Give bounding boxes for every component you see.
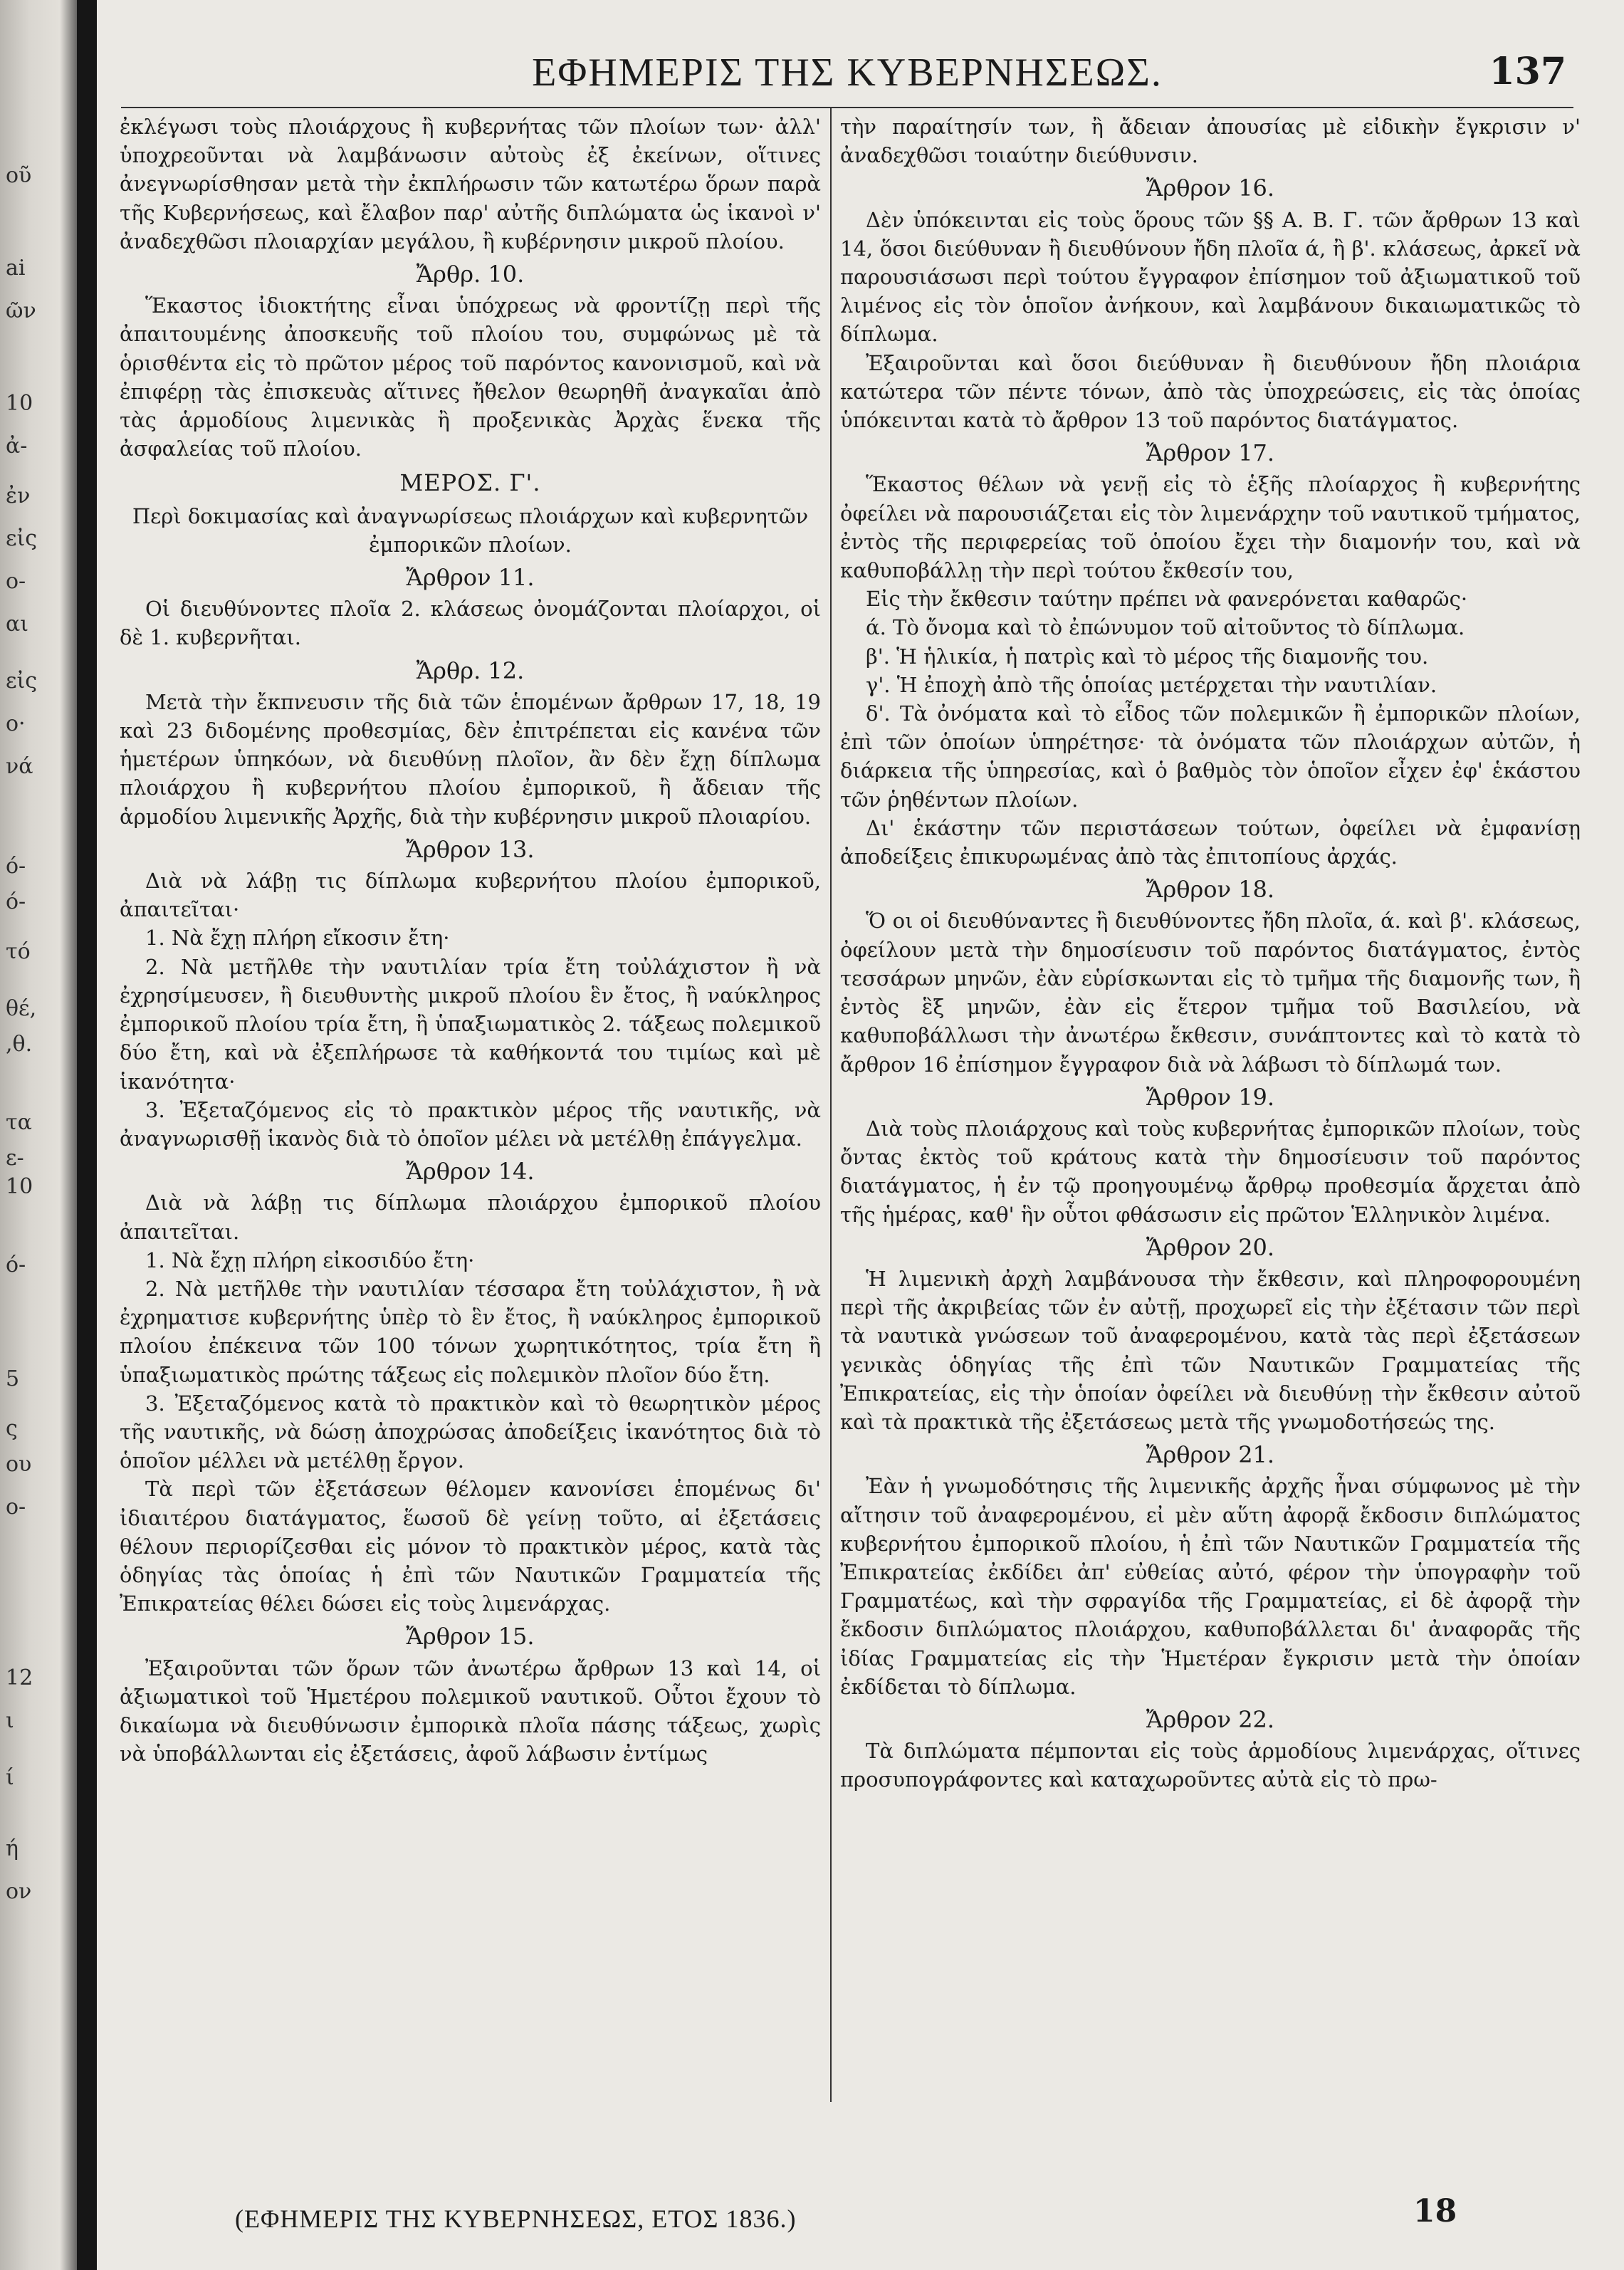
gutter-text-fragments [0,0,71,2270]
paragraph: Μετὰ τὴν ἔκπνευσιν τῆς διὰ τῶν ἑπομένων ἄρθρων 17, 18, 19 καὶ 23 διδομένης προθεσμίας, δὲν ἐπιτρέπεται εἰς κανένα τῶν ἡμετέρων ὑπηκόων, νὰ διευθύνῃ πλοῖον, ἂν δὲν ἔχῃ δίπλωμα πλοιάρχου ἢ κυβερνήτου πλοίου ἐμπορικοῦ, ἢ ἄδειαν τῆς ἁρμοδίου λιμενικῆς Ἀρχῆς, διὰ τὴν κυβέρνησιν μικροῦ πλοιαρίου. [120,689,821,829]
article-heading: Ἄρθρον 13. [406,835,535,863]
article-heading: Ἄρθρον 22. [1146,1705,1275,1733]
paragraph: Ἡ λιμενικὴ ἀρχὴ λαμβάνουσα τὴν ἔκθεσιν, καὶ πληροφορουμένη περὶ τῆς ἀκριβείας τῶν ἐν αὐτῇ, προχωρεῖ εἰς τὴν ἐξέτασιν τῶν περὶ τὰ ναυτικὰ γνώσεων τοῦ ἀναφερομένου, κατὰ τὰς περὶ ἐξετάσεων γενικὰς ὁδηγίας τῆς ἐπὶ τῶν Ναυτικῶν Γραμματείας τῆς Ἐπικρατείας, εἰς τὴν ὁποίαν ὀφείλει νὰ διευθύνῃ τὴν ἔκθεσιν αὐτοῦ καὶ τὰ πρακτικὰ τῆς ἐξετάσεως μετὰ τῆς γνωμοδοτήσεώς της. [840,1266,1581,1434]
gutter-fragment: εἰς [6,526,38,551]
left-column [120,113,821,1768]
gutter-fragment: ό- [6,1252,26,1277]
page-title: ΕΦΗΜΕΡΙΣ ΤΗΣ ΚΥΒΕΡΝΗΣΕΩΣ. [532,51,1163,95]
gutter-fragment: 10 [6,1174,33,1199]
binding-shadow [77,0,97,2270]
gutter-fragment: ο- [6,1495,26,1520]
paragraph: Διὰ νὰ λάβῃ τις δίπλωμα κυβερνήτου πλοίου ἐμπορικοῦ, ἀπαιτεῖται· [120,869,821,922]
list-item: 2. Νὰ μετῆλθε τὴν ναυτιλίαν τέσσαρα ἔτη τοὐλάχιστον, ἢ νὰ ἐχρηματισε κυβερνήτης ὑπὲρ τὸ ἓν ἔτος, ἢ ναύκληρος ἐμπορικοῦ πλοίου ἐπέκεινα τῶν 100 τόνων χωρητικότητος, τρία ἔτη ἢ ὑπαξιωματικὸς πρώτης τάξεως εἰς πολεμικὸν πλοῖον δύο ἔτη. [120,1276,821,1387]
article-heading: Ἄρθρον 17. [1146,439,1275,467]
gutter-fragment: ἀ- [6,434,28,459]
paragraph: τὴν παραίτησίν των, ἢ ἄδειαν ἀπουσίας μὲ εἰδικὴν ἔγκρισιν ν' ἀναδεχθῶσι τοιαύτην διεύθυνσιν. [840,115,1581,168]
right-column [840,113,1581,1794]
column-divider [830,108,832,2102]
list-item: γ'. Ἡ ἐποχὴ ἀπὸ τῆς ὁποίας μετέρχεται τὴν ναυτιλίαν. [866,672,1437,697]
paragraph: Ὅ οι οἱ διευθύναντες ἢ διευθύνοντες ἤδη πλοῖα, ά. καὶ β'. κλάσεως, ὀφείλουν μετὰ τὴν δημοσίευσιν τοῦ παρόντος διατάγματος, ἐντὸς τεσσάρων μηνῶν, ἐὰν εὑρίσκωνται εἰς τὸ τμῆμα τῆς διαμονῆς των, ἢ ἐντὸς ἓξ μηνῶν, ἐὰν εἰς ἕτερον τμῆμα τοῦ Βασιλείου, νὰ καθυποβάλλωσι τὴν ἀνωτέρω ἔκθεσιν, συνάπτοντες καὶ τὸ κατὰ τὸ ἄρθρον 16 ἐπίσημον ἔγγραφον διὰ νὰ λάβωσι τὸ δίπλωμά των. [840,909,1581,1077]
part-title: Περὶ δοκιμασίας καὶ ἀναγνωρίσεως πλοιάρχων καὶ κυβερνητῶν ἐμπορικῶν πλοίων. [132,503,809,557]
paragraph: ἐκλέγωσι τοὺς πλοιάρχους ἢ κυβερνήτας τῶν πλοίων των· ἀλλ' ὑποχρεοῦνται νὰ λαμβάνωσιν αὐτοὺς ἐξ ἐκείνων, οἵτινες ἀνεγνωρίσθησαν μετὰ τὴν ἐκπλήρωσιν τῶν κατωτέρω ὅρων παρὰ τῆς Κυβερνήσεως, καὶ ἔλαβον παρ' αὐτῆς διπλώματα ὡς ἱκανοὶ ν' ἀναδεχθῶσι πλοιαρχίαν μεγάλου, ἢ κυβέρνησιν μικροῦ πλοίου. [120,115,821,253]
paragraph: Ἕκαστος ἰδιοκτήτης εἶναι ὑπόχρεως νὰ φροντίζῃ περὶ τῆς ἀπαιτουμένης ἀποσκευῆς τοῦ πλοίου του, συμφώνως μὲ τὰ ὁρισθέντα εἰς τὸ πρῶτον μέρος τοῦ παρόντος κανονισμοῦ, καὶ νὰ ἐπιφέρῃ τὰς ἐπισκευὰς αἵτινες ἤθελον θεωρηθῆ ἀναγκαῖαι ἀπὸ τὰς ἁρμοδίους λιμενικὰς ἢ προξενικὰς Ἀρχὰς ἕνεκα τῆς ἀσφαλείας τοῦ πλοίου. [120,293,821,461]
list-item: δ'. Τὰ ὀνόματα καὶ τὸ εἶδος τῶν πολεμικῶν ἢ ἐμπορικῶν πλοίων, ἐπὶ τῶν ὁποίων ὑπηρέτησε· τὰ ὀνόματα τῶν πλοιάρχων αὐτῶν, ἡ διάρκεια τῆς ὑπηρεσίας, καὶ ὁ βαθμὸς τὸν ὁποῖον εἶχεν ἐφ' ἑκάστου τῶν ῥηθέντων πλοίων. [840,701,1581,812]
paragraph: Διὰ νὰ λάβῃ τις δίπλωμα πλοιάρχου ἐμπορικοῦ πλοίου ἀπαιτεῖται. [120,1191,821,1244]
gutter-fragment: τό [6,939,31,964]
paragraph: Διὰ τοὺς πλοιάρχους καὶ τοὺς κυβερνήτας ἐμπορικῶν πλοίων, τοὺς ὄντας ἐκτὸς τοῦ κράτους κατὰ τὴν δημοσίευσιν τοῦ παρόντος διατάγματος, ἡ ἐν τῷ προηγουμένῳ ἄρθρῳ προθεσμία ἄρχεται ἀπὸ τῆς ἡμέρας, καθ' ἣν οὗτοι φθάσωσιν εἰς πρῶτον Ἑλληνικὸν λιμένα. [840,1116,1581,1227]
paragraph: Δι' ἑκάστην τῶν περιστάσεων τούτων, ὀφείλει νὰ ἐμφανίσῃ ἀποδείξεις ἐπικυρωμένας ἀπὸ τὰς ἐπιτοπίους ἀρχάς. [840,815,1581,869]
gutter-fragment: ε- [6,1146,24,1171]
gutter-fragment: ό- [6,854,26,879]
paragraph: Δὲν ὑπόκεινται εἰς τοὺς ὅρους τῶν §§ Α. Β. Γ. τῶν ἄρθρων 13 καὶ 14, ὅσοι διεύθυναν ἢ διευθύνουν ἤδη πλοῖα ά, ἢ β'. κλάσεως, ἀρκεῖ νὰ παρουσιάσωσι περὶ τούτου ἔγγραφον ἐπίσημον τοῦ ἀξιωματικοῦ τοῦ λιμένος εἰς τὸν ὁποῖον ἀνήκουν, καὶ λαμβάνουν δικαιωματικῶς τὸ δίπλωμα. [840,207,1581,347]
gutter-fragment: αι [6,612,29,637]
paragraph: Ἐξαιροῦνται τῶν ὅρων τῶν ἀνωτέρω ἄρθρων 13 καὶ 14, οἱ ἀξιωματικοὶ τοῦ Ἡμετέρου πολεμικοῦ ναυτικοῦ. Οὗτοι ἔχουν τὸ δικαίωμα νὰ διευθύνωσιν ἐμπορικὰ πλοῖα πάσης τάξεως, χωρὶς νὰ ὑποβάλλωνται εἰς ἐξετάσεις, ἀφοῦ λάβωσιν ἐντίμως [120,1656,821,1767]
gutter-fragment: ai [6,256,26,281]
article-heading: Ἄρθρον 20. [1146,1233,1275,1261]
article-heading: Ἄρθρον 19. [1146,1083,1275,1111]
article-heading: Ἄρθρον 21. [1146,1441,1275,1469]
page-header [114,50,1581,107]
list-item: 1. Νὰ ἔχῃ πλήρη εἰκοσιδύο ἔτη· [145,1248,475,1272]
gutter-fragment: 12 [6,1665,33,1690]
gutter-fragment: ό- [6,889,26,914]
list-item: 3. Ἐξεταζόμενος εἰς τὸ πρακτικὸν μέρος τῆς ναυτικῆς, νὰ ἀναγνωρισθῇ ἱκανὸς διὰ τὸ ὁποῖον μέλει νὰ μετέλθῃ ἐπάγγελμα. [120,1097,821,1151]
paragraph: Τὰ διπλώματα πέμπονται εἰς τοὺς ἁρμοδίους λιμενάρχας, οἵτινες προσυπογράφοντες καὶ καταχωροῦντες αὐτὰ εἰς τὸ πρω- [840,1739,1581,1792]
gutter-fragment: ἐν [6,483,31,508]
list-item: β'. Ἡ ἡλικία, ἡ πατρὶς καὶ τὸ μέρος τῆς διαμονῆς του. [866,644,1429,669]
part-heading: ΜΕΡΟΣ. Γ'. [399,469,541,497]
gutter-fragment: ον [6,1879,32,1904]
paragraph: Εἰς τὴν ἔκθεσιν ταύτην πρέπει νὰ φανερόνεται καθαρῶς· [866,587,1468,612]
page-number: 137 [1489,50,1566,93]
gutter-fragment: ο- [6,569,26,594]
list-item: 1. Νὰ ἔχῃ πλήρη εἴκοσιν ἔτη· [145,926,450,951]
gutter-fragment: 5 [6,1366,20,1391]
gutter-fragment: τα [6,1110,32,1135]
gutter-fragment: θέ, [6,996,37,1021]
paragraph: Οἱ διευθύνοντες πλοῖα 2. κλάσεως ὀνομάζονται πλοίαρχοι, οἱ δὲ 1. κυβερνῆται. [120,597,821,650]
list-item: 2. Νὰ μετῆλθε τὴν ναυτιλίαν τρία ἔτη τοὐλάχιστον ἢ νὰ ἐχρησίμευσεν, ἢ διευθυντὴς μικροῦ πλοίου ἓν ἔτος, ἢ ναύκληρος ἐμπορικοῦ πλοίου τρία ἔτη, ἢ ὑπαξιωματικὸς 2. τάξεως πολεμικοῦ δύο ἔτη, καὶ νὰ ἐξεπλήρωσε τὰ καθήκοντά του τιμίως καὶ μὲ ἱκανότητα· [120,954,821,1094]
article-heading: Ἄρθρον 18. [1146,876,1275,904]
gutter-fragment: ου [6,1452,32,1477]
gutter-fragment: οῦ [6,163,32,188]
gutter-fragment: ή [6,1836,19,1861]
footer-publication-line: (ΕΦΗΜΕΡΙΣ ΤΗΣ ΚΥΒΕΡΝΗΣΕΩΣ, ΕΤΟΣ 1836.) [235,2204,797,2233]
list-item: ά. Τὸ ὄνομα καὶ τὸ ἐπώνυμον τοῦ αἰτοῦντος τὸ δίπλωμα. [866,615,1465,640]
article-heading: Ἄρθρον 14. [406,1158,535,1186]
gutter-fragment: ο· [6,711,26,736]
gutter-fragment: ί [6,1765,14,1790]
gutter-fragment: 10 [6,391,33,416]
paragraph: Ἐξαιροῦνται καὶ ὅσοι διεύθυναν ἢ διευθύνουν ἤδη πλοιάρια κατώτερα τῶν πέντε τόνων, ἀπὸ τὰς ὑποχρεώσεις, εἰς τὰς ὁποίας ὑπόκεινται κατὰ τὸ ἄρθρον 13 τοῦ παρόντος διατάγματος. [840,350,1581,433]
gutter-fragment: εἰς [6,669,38,694]
article-heading: Ἄρθρον 16. [1146,174,1275,202]
gutter-fragment: ῶν [6,298,36,323]
gutter-fragment: νά [6,754,33,779]
paragraph: Ἕκαστος θέλων νὰ γενῇ εἰς τὸ ἑξῆς πλοίαρχος ἢ κυβερνήτης ὀφείλει νὰ παρουσιάζεται εἰς τὸν λιμενάρχην τοῦ ναυτικοῦ τμήματος, ἐντὸς τῆς περιφερείας τοῦ ὁποίου ἔχει τὴν διαμονήν του, καὶ νὰ καθυποβάλλῃ τὴν περὶ τούτου ἔκθεσίν του, [840,472,1581,583]
paragraph: Τὰ περὶ τῶν ἐξετάσεων θέλομεν κανονίσει ἑπομένως δι' ἰδιαιτέρου διατάγματος, ἕωσοῦ δὲ γείνῃ τοῦτο, αἱ ἐξετάσεις θέλουν περιορίζεσθαι εἰς μόνον τὸ πρακτικὸν μέρος, κατὰ τὰς ὁδηγίας τὰς ὁποίας ἡ ἐπὶ τῶν Ναυτικῶν Γραμματεία τῆς Ἐπικρατείας θέλει δώσει εἰς τοὺς λιμενάρχας. [120,1477,821,1616]
gutter-fragment: ς [6,1416,18,1441]
header-rule [121,107,1573,108]
article-heading: Ἄρθρ. 12. [416,657,525,684]
article-heading: Ἄρθρον 15. [406,1623,535,1651]
gutter-fragment: ι [6,1708,14,1733]
gutter-fragment: ,θ. [6,1032,33,1057]
article-heading: Ἄρθρον 11. [406,564,535,592]
paragraph: Ἐὰν ἡ γνωμοδότησις τῆς λιμενικῆς ἀρχῆς ἦναι σύμφωνος μὲ τὴν αἴτησιν τοῦ ἀναφερομένου, εἰ μὲν αὕτη ἀφορᾷ ἔκδοσιν διπλώματος κυβερνήτου ἐμπορικοῦ πλοίου, ἡ ἐπὶ τῶν Ναυτικῶν Γραμματεία τῆς Ἐπικρατείας ἐκδίδει ἀπ' εὐθείας αὐτό, φέρον τὴν ὑπογραφὴν τοῦ Γραμματέως, καὶ τὴν σφραγίδα τῆς Γραμματείας, εἰ δὲ ἀφορᾷ τὴν ἔκδοσιν διπλώματος πλοιάρχου, καθυποβάλλεται δι' ἀναφορᾶς τῆς ἰδίας Γραμματείας εἰς τὴν Ἡμετέραν ἔγκρισιν μετὰ τὴν ὁποίαν ἐκδίδεται τὸ δίπλωμα. [840,1474,1581,1699]
article-heading: Ἄρθρ. 10. [416,261,525,288]
footer-signature-number: 18 [1413,2193,1457,2229]
list-item: 3. Ἐξεταζόμενος κατὰ τὸ πρακτικὸν καὶ τὸ θεωρητικὸν μέρος τῆς ναυτικῆς, νὰ δώσῃ ἀποχρώσας ἀποδείξεις ἱκανότητος διὰ τὸ ὁποῖον μέλλει νὰ μετέλθῃ ἔργον. [120,1391,821,1473]
